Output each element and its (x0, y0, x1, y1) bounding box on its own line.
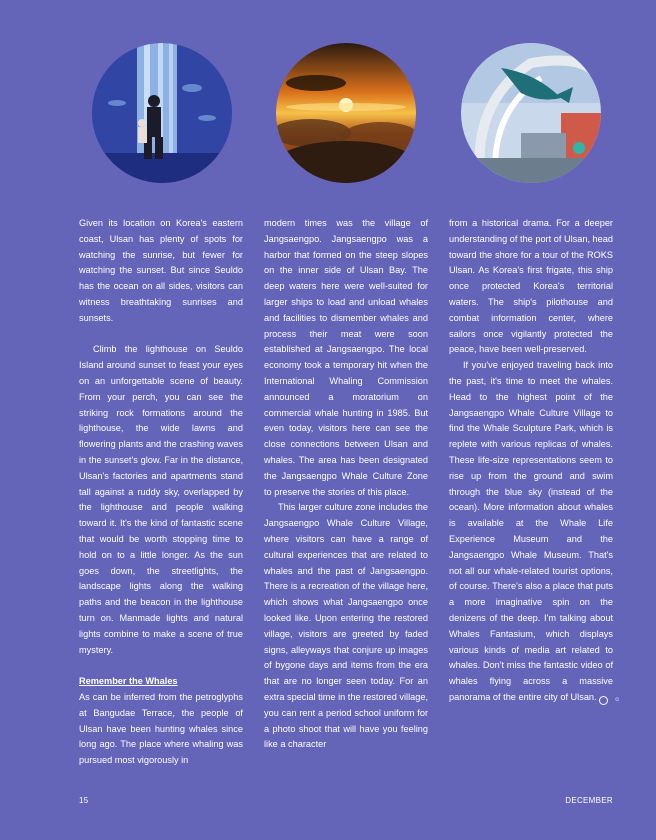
section-subheading: Remember the Whales (79, 676, 178, 687)
paragraph-with-end-mark (449, 358, 621, 706)
whale-sculpture-photo (461, 43, 601, 183)
text-column-3 (449, 216, 621, 706)
page-number: 15 (79, 796, 89, 805)
smile-end-icon: ☺ (599, 696, 608, 705)
issue-month: DECEMBER (565, 796, 613, 805)
text-column-2 (264, 216, 428, 753)
paragraph: from a historical drama. For a deeper understanding of the port of Ulsan, head toward the shore for a tour of the ROKS Ulsan. As Korea's first frigate, this ship once protected Korea's territorial waters. The ship's pilothouse and combat information center, where sailors once vigilantly protected the peace, have been well-preserved. (449, 218, 613, 355)
paragraph: modern times was the village of Jangsaengpo. Jangsaengpo was a harbor that formed on the steep slopes on the inner side of Ulsan Bay. The deep waters here were well-suited for larger ships to load and unload whales and facilities to dismember whales and process their meat were soon established at Jangsaengpo. The local economy took a temporary hit when the International Whaling Commission announced a moratorium on commercial whale hunting in 1985. But even today, visitors here can see the close connections between Ulsan and whales. The area has been designated the Jangsaengpo Whale Culture Zone to preserve the stories of this place. (264, 218, 428, 497)
text-column-1 (79, 216, 243, 769)
paragraph: If you've enjoyed traveling back into the past, it's time to meet the whales. Head to the highest point of the Jangsaengpo Whale Culture Village to find the Whale Sculpture Park, which is replete with various replicas of whales. These life-size representations seem to rise up from the ground and swim through the blue sky (instead of the ocean). More information about whales is available at the Whale Life Experience Museum and the Jangsaengpo Whale Museum. That's not all our whale-related tourist options, of course. There's also a place that puts a more imaginative spin on the denizens of the deep. I'm talking about Whales Fantasium, which displays various kinds of media art related to whales. Don't miss the fantastic video of whales flying across a massive panorama of the entire city of Ulsan. (449, 360, 613, 702)
waterfall-visitors-photo (92, 43, 232, 183)
paragraph: Climb the lighthouse on Seuldo Island around sunset to feast your eyes on an unforgettable scene of beauty. From your perch, you can see the striking rock formations around the lighthouse, the wide lawns and flowering plants and the crashing waves in the sunset's glow. Far in the distance, Ulsan's factories and apartments stand tall against a ruddy sky, overlapped by the lighthouse and people walking toward it. It's the kind of fantastic scene that would be worth stopping time to hold on to a little longer. As the sun goes down, the streetlights, the landscape lights along the walking paths and the beacon in the lighthouse turn on. Manmade lights and natural lights combine to make a scene of true mystery. (79, 344, 243, 655)
paragraph: This larger culture zone includes the Jangsaengpo Whale Culture Village, where visitors can have a range of cultural experiences that are related to whales and the past of Jangsaengpo. There is a recreation of the village here, which shows what Jangsaengpo once looked like. Upon entering the restored village, visitors are greeted by faded signs, alleyways that conjure up images of bygone days and items from the era that are no longer seen today. For an extra special time in the restored village, you can rent a period school uniform for a photo shoot that will have you feeling like a character (264, 502, 428, 750)
sunset-clouds-photo (276, 43, 416, 183)
paragraph: As can be inferred from the petroglyphs at Bangudae Terrace, the people of Ulsan have been hunting whales since long ago. The place where whaling was pursued most vigorously in (79, 691, 243, 766)
paragraph: Given its location on Korea's eastern coast, Ulsan has plenty of spots for watching the sunrise, but fewer for watching the sunset. But since Seuldo has the ocean on all sides, visitors can witness breathtaking sunrises and sunsets. (79, 218, 243, 323)
